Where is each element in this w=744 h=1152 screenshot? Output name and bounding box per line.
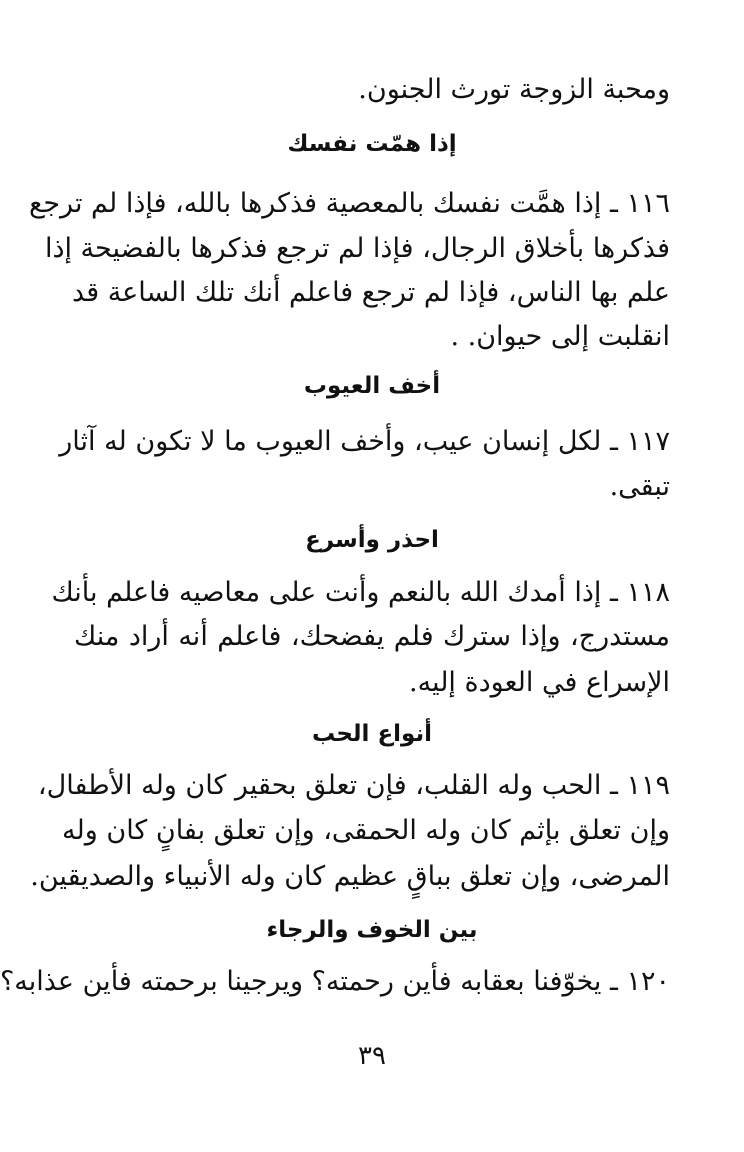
text-line: ١١٨ ـ إذا أمدك الله بالنعم وأنت على معاصيه فاعلم بأنك: [51, 577, 670, 608]
section-heading: أنواع الحب: [312, 721, 432, 747]
section-heading: أخف العيوب: [303, 373, 441, 399]
text-line: ومحبة الزوجة تورث الجنون.: [358, 74, 670, 105]
text-line: تبقى.: [609, 471, 670, 502]
section-heading: إذا همّت نفسك: [287, 131, 457, 157]
text-line: ١١٧ ـ لكل إنسان عيب، وأخف العيوب ما لا تكون له آثار: [59, 426, 670, 457]
text-line: المرضى، وإن تعلق بباقٍ عظيم كان وله الأنبياء والصديقين.: [30, 861, 670, 892]
text-line: وإن تعلق بإثم كان وله الحمقى، وإن تعلق بفانٍ كان وله: [62, 815, 670, 846]
section-heading: احذر وأسرع: [305, 527, 439, 553]
section-heading: بين الخوف والرجاء: [266, 917, 478, 943]
text-line: ١٢٠ ـ يخوّفنا بعقابه فأين رحمته؟ ويرجينا برحمته فأين عذابه؟: [0, 966, 670, 997]
text-line: ١١٦ ـ إذا همَّت نفسك بالمعصية فذكرها بالله، فإذا لم ترجع: [28, 188, 670, 219]
text-line: مستدرج، وإذا سترك فلم يفضحك، فاعلم أنه أراد منك: [74, 621, 670, 652]
text-line: الإسراع في العودة إليه.: [409, 667, 670, 698]
text-line: علم بها الناس، فإذا لم ترجع فاعلم أنك تلك الساعة قد: [72, 277, 670, 308]
text-line: فذكرها بأخلاق الرجال، فإذا لم ترجع فذكرها بالفضيحة إذا: [44, 233, 670, 264]
text-line: انقلبت إلى حيوان. .: [450, 321, 670, 352]
page-number: ٣٩: [358, 1041, 386, 1071]
text-line: ١١٩ ـ الحب وله القلب، فإن تعلق بحقير كان وله الأطفال،: [37, 770, 670, 801]
